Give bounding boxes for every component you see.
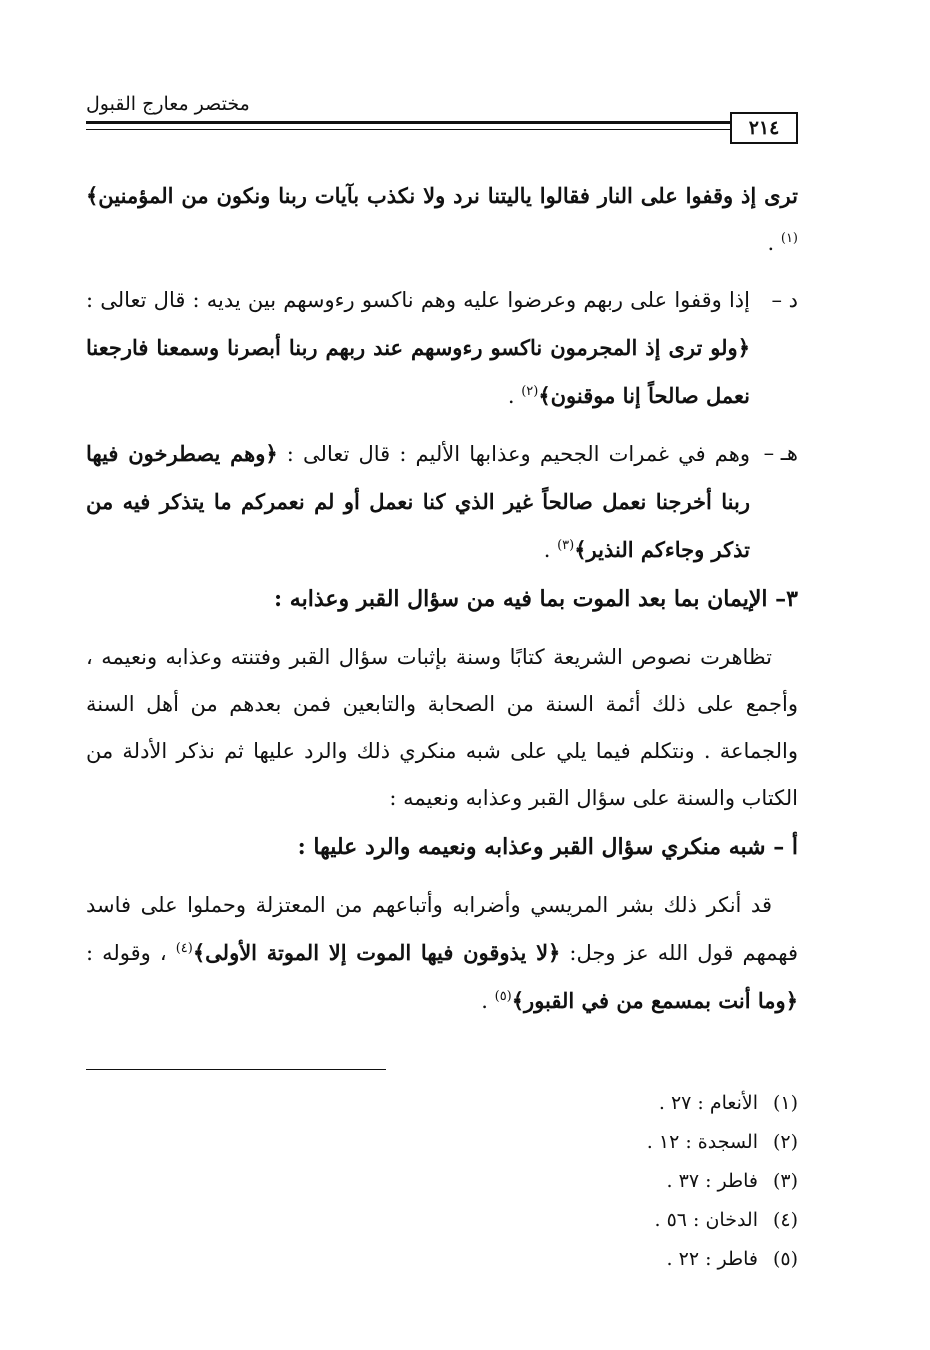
- item-marker: هـ –: [763, 441, 798, 465]
- footnote: [86, 1162, 798, 1201]
- footnote-text: السجدة : ١٢ .: [646, 1131, 758, 1153]
- paragraph-prose: قد أنكر ذلك بشر المريسي وأضرابه وأتباعهم من المعتزلة وحملوا على فاسد فهمهم قول الله عز وجل:: [86, 893, 798, 965]
- sentence-end: .: [543, 538, 558, 562]
- book-page: [86, 92, 798, 1302]
- footnote-ref: (٤): [175, 941, 193, 956]
- item-prose: إذا وقفوا على ربهم وعرضوا عليه وهم ناكسو رءوسهم بين يديه : قال تعالى :: [86, 288, 750, 312]
- subsection-heading-a: أ – شبه منكري سؤال القبر وعذابه ونعيمه والرد عليها :: [297, 834, 798, 860]
- item-prose: وهم في غمرات الجحيم وعذابها الأليم : قال تعالى :: [277, 442, 750, 466]
- paragraph-2: [86, 882, 798, 1025]
- footnote: [86, 1084, 798, 1123]
- footnote-separator: [86, 1069, 386, 1070]
- footnote-number: (٣): [772, 1170, 798, 1192]
- header-rule-thin: [86, 129, 730, 130]
- footnote-number: (٢): [772, 1131, 798, 1153]
- footnote-ref: (١): [780, 231, 798, 246]
- footnote-text: الدخان : ٥٦ .: [654, 1209, 758, 1231]
- running-head: مختصر معارج القبول: [86, 93, 250, 115]
- footnotes: [86, 1084, 798, 1279]
- sentence-end: .: [481, 989, 495, 1013]
- page-body: [86, 172, 798, 1025]
- section-heading-3: ٣– الإيمان بما بعد الموت بما فيه من سؤال القبر وعذابه :: [274, 586, 798, 612]
- paragraph-1: تظاهرت نصوص الشريعة كتابًا وسنة بإثبات سؤال القبر وفتنته وعذابه ونعيمه ، وأجمع على ذلك أئمة السنة من الصحابة والتابعين فمن بعدهم من أهل السنة والجماعة . ونتكلم فيما يلي على شبه منكري ذلك والرد عليها ثم نذكر الأدلة من الكتاب والسنة على سؤال القبر وعذابه ونعيمه :: [86, 645, 798, 810]
- paragraph-prose: ، وقوله :: [86, 941, 176, 965]
- footnote-text: فاطر : ٢٢ .: [666, 1248, 758, 1270]
- quran-verse: ﴿لا يذوقون فيها الموت إلا الموتة الأولى﴾: [192, 940, 561, 965]
- quran-verse: ترى إذ وقفوا على النار فقالوا ياليتنا نرد ولا نكذب بآيات ربنا ونكون من المؤمنين﴾: [86, 183, 798, 208]
- item-text: [86, 277, 750, 420]
- list-item-d: [86, 277, 798, 420]
- footnote-ref: (٥): [494, 989, 512, 1004]
- quran-verse: ﴿وما أنت بمسمع من في القبور﴾: [511, 988, 798, 1013]
- footnote-number: (١): [772, 1092, 798, 1114]
- sentence-end: .: [767, 231, 781, 255]
- verse-continuation: [86, 172, 798, 267]
- sentence-end: .: [507, 384, 522, 408]
- quran-verse: ﴿ولو ترى إذ المجرمون ناكسو رءوسهم عند ربهم ربنا أبصرنا وسمعنا فارجعنا نعمل صالحاً إنا موقنون﴾: [86, 335, 750, 408]
- footnote-text: فاطر : ٣٧ .: [666, 1170, 758, 1192]
- footnote-ref: (٢): [521, 384, 539, 399]
- footnote-ref: (٣): [557, 538, 575, 553]
- page-number: ٢١٤: [730, 112, 798, 144]
- footnote-text: الأنعام : ٢٧ .: [658, 1092, 758, 1114]
- item-marker: د –: [771, 288, 798, 312]
- list-item-h: [86, 430, 798, 574]
- footnote: [86, 1201, 798, 1240]
- footnote: [86, 1123, 798, 1162]
- quran-verse: ﴿وهم يصطرخون فيها ربنا أخرجنا نعمل صالحاً غير الذي كنا نعمل أو لم نعمركم ما يتذكر فيه من تذكر وجاءكم النذير﴾: [86, 441, 750, 562]
- item-text: [86, 430, 750, 574]
- footnote: [86, 1240, 798, 1279]
- footnote-number: (٥): [772, 1248, 798, 1270]
- footnote-number: (٤): [772, 1209, 798, 1231]
- header-rule-thick: [86, 121, 730, 124]
